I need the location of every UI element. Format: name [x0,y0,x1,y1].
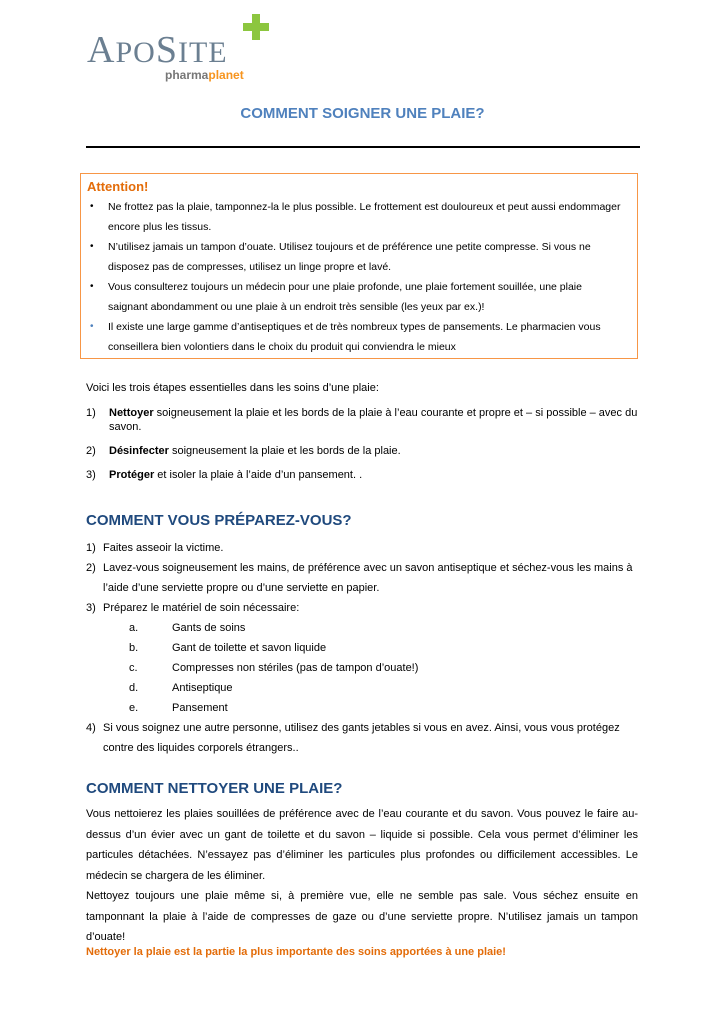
green-cross-icon [243,14,269,40]
step-item: 3) Protéger et isoler la plaie à l’aide d’un pansement. . [86,469,363,481]
section-heading-cleaning: COMMENT NETTOYER UNE PLAIE? [86,780,343,797]
cleaning-warning: Nettoyer la plaie est la partie la plus importante des soins apportées à une plaie! [86,946,506,958]
attention-heading: Attention! [87,179,149,194]
material-item: c. Compresses non stériles (pas de tampon d’ouate!) [129,662,419,674]
logo-wordmark: APOSITE [87,29,228,71]
aposite-logo [87,14,277,86]
section-heading-preparation: COMMENT VOUS PRÉPAREZ-VOUS? [86,512,352,529]
list-item: 3) Préparez le matériel de soin nécessaire: a. Gants de soins b. Gant de toilette et savon liquide c. Compresses non stériles (pas de tampon d’ouate!) d. Antiseptique e. Pansement [86,598,646,718]
cleaning-paragraph: Nettoyez toujours une plaie même si, à première vue, elle ne semble pas sale. Vous séchez ensuite en tamponnant la plaie à l’aide de compresses de gaze ou d’une serviette propre. N’utilisez jamais un tampon d’ouate! [86,890,638,943]
list-item: 1) Faites asseoir la victime. [86,542,224,554]
page-title: COMMENT SOIGNER UNE PLAIE? [240,105,485,122]
step-item: 2) Désinfecter soigneusement la plaie et les bords de la plaie. [86,445,401,457]
bullet-icon: • [90,321,94,332]
attention-list [87,197,622,357]
attention-item: • Il existe une large gamme d’antiseptiques et de très nombreux types de pansements. Le pharmacien vous conseillera bien volontiers dans le choix du produit qui conviendra le mieux [87,317,622,357]
preparation-list [86,538,646,758]
title-divider [86,146,640,148]
steps-intro: Voici les trois étapes essentielles dans les soins d’une plaie: [86,382,379,394]
bullet-icon: • [90,241,94,252]
attention-item: • Ne frottez pas la plaie, tamponnez-la le plus possible. Le frottement est douloureux et peut aussi endommager encore plus les tissus. [87,197,622,237]
material-item: b. Gant de toilette et savon liquide [129,642,327,654]
attention-item: • N’utilisez jamais un tampon d’ouate. Utilisez toujours et de préférence une petite compresse. Si vous ne disposez pas de compresses, utilisez un linge propre et lavé. [87,237,622,277]
cleaning-paragraph: Vous nettoierez les plaies souillées de préférence avec de l’eau courante et du savon. Vous pouvez le faire au-dessus d’un évier avec un gant de toilette et du savon – liquide si possible. Cela vous permet d’éliminer les particules détachées. N’essayez pas d’éliminer les particules plus profondes ou difficilement accessibles. Le médecin se chargera de les éliminer. [86,808,638,882]
logo-subtitle: pharmaplanet [165,68,244,82]
material-item: d. Antiseptique [129,682,233,694]
list-item: 2) Lavez-vous soigneusement les mains, de préférence avec un savon antiseptique et séchez-vous les mains à l’aide d’une serviette propre ou d’une serviette en papier. [86,562,633,594]
material-item: a. Gants de soins [129,622,246,634]
step-item: 1) Nettoyer soigneusement la plaie et les bords de la plaie à l’eau courante et propre et – si possible – avec du savon. [86,407,638,433]
material-item: e. Pansement [129,702,228,714]
bullet-icon: • [90,201,94,212]
care-steps-list [86,406,646,482]
list-item: 4) Si vous soignez une autre personne, utilisez des gants jetables si vous en avez. Ainsi, vous vous protégez contre des liquides corporels étrangers.. [86,722,620,754]
attention-item: • Vous consulterez toujours un médecin pour une plaie profonde, une plaie fortement souillée, une plaie saignant abondamment ou une plaie à un endroit très sensible (les yeux par ex.)! [87,277,622,317]
attention-box [80,173,638,359]
materials-list [103,618,646,718]
bullet-icon: • [90,281,94,292]
